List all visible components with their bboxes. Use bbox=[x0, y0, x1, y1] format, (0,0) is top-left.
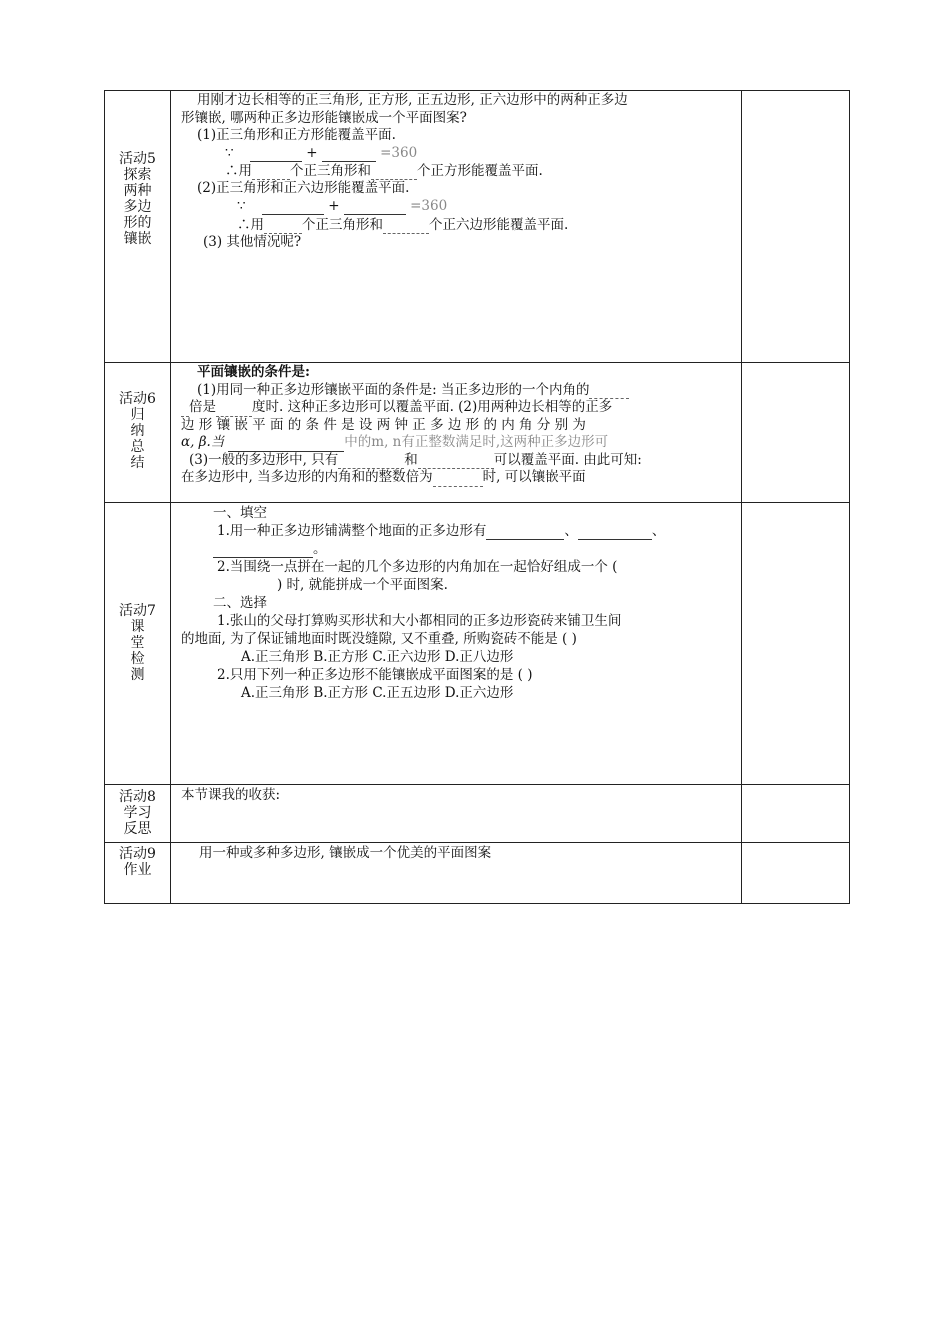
activity-6-label: 活动6 归 纳 总 结 bbox=[105, 363, 171, 502]
intro-line-2: 形镶嵌, 哪两种正多边形能镶嵌成一个平面图案? bbox=[181, 109, 467, 126]
angle-multiple-blank[interactable] bbox=[589, 387, 629, 399]
choice-heading: 二、选择 bbox=[213, 595, 267, 611]
activity-5-number: 活动5 bbox=[119, 151, 156, 167]
activity-5-notes bbox=[742, 91, 849, 362]
choice-question-1: 1.张山的父母打算购买形状和大小都相同的正多边形瓷砖来铺卫生间 bbox=[217, 613, 622, 629]
reflection-prompt: 本节课我的收获: bbox=[181, 787, 281, 803]
question-3: (3) 其他情况呢? bbox=[203, 234, 302, 250]
activity-9-content bbox=[171, 843, 742, 903]
intro-line-1: 用刚才边长相等的正三角形, 正方形, 正五边形, 正六边形中的两种正多边 bbox=[197, 92, 628, 108]
q1-square-count-blank[interactable] bbox=[371, 168, 417, 180]
q2-angle-blank-2[interactable] bbox=[344, 202, 406, 215]
q1-equation: ∵ + =360 bbox=[225, 144, 418, 161]
question-2: (2)正三角形和正六边形能覆盖平面. bbox=[197, 180, 410, 196]
choice-2-options: A.正三角形 B.正方形 C.正五边形 D.正六边形 bbox=[241, 685, 514, 701]
activity-5-label: 活动5 探索 两种 多边 形的 镶嵌 bbox=[105, 91, 171, 362]
choice-question-1-cont: 的地面, 为了保证铺地面时既没缝隙, 又不重叠, 所购瓷砖不能是 ( ) bbox=[181, 631, 577, 647]
activity-8-content bbox=[171, 785, 742, 842]
q1-angle-blank-2[interactable] bbox=[322, 149, 376, 162]
activity-9-label: 活动9 作业 bbox=[105, 843, 171, 903]
condition-2-line: 边 形 镶 嵌 平 面 的 条 件 是 设 两 钟 正 多 边 形 的 内 角 分 别 为 bbox=[181, 416, 586, 433]
choice-1-options: A.正三角形 B.正方形 C.正六边形 D.正八边形 bbox=[241, 649, 514, 665]
activity-6-number: 活动6 bbox=[119, 391, 156, 407]
polygon-type-blank-1[interactable] bbox=[338, 457, 404, 469]
homework-text: 用一种或多种多边形, 镶嵌成一个优美的平面图案 bbox=[199, 845, 492, 861]
activity-5-row bbox=[105, 91, 849, 363]
condition-3-line: (3)一般的多边形中, 只有 和 可以覆盖平面. 由此可知: bbox=[189, 451, 642, 468]
fill-question-2: 2.当围绕一点拼在一起的几个多边形的内角加在一起恰好组成一个 ( bbox=[217, 559, 618, 575]
activity-5-content bbox=[171, 91, 742, 362]
q2-equation: ∵ + =360 bbox=[237, 197, 448, 214]
activity-7-number: 活动7 bbox=[119, 603, 156, 619]
q1-conclusion: ∴用 个正三角形和 个正方形能覆盖平面. bbox=[225, 162, 543, 179]
condition-3-cont: 在多边形中, 当多边形的内角和的整数倍为 时, 可以镶嵌平面 bbox=[181, 469, 586, 485]
polygon-type-blank-2[interactable] bbox=[418, 457, 494, 469]
q2-triangle-count-blank[interactable] bbox=[264, 222, 302, 234]
equation-blank[interactable] bbox=[228, 439, 344, 452]
q1-triangle-count-blank[interactable] bbox=[252, 168, 290, 180]
activity-7-label: 活动7 课 堂 检 测 bbox=[105, 503, 171, 784]
angle-sum-blank[interactable] bbox=[433, 475, 483, 487]
q2-conclusion: ∴用 个正三角形和 个正六边形能覆盖平面. bbox=[237, 216, 569, 233]
activity-9-notes bbox=[742, 843, 849, 903]
polygon-answer-blank-2[interactable] bbox=[578, 527, 652, 540]
condition-1-cont: 倍是 度时. 这种正多边形可以覆盖平面. (2)用两种边长相等的正多 bbox=[181, 399, 737, 417]
activity-7-notes bbox=[742, 503, 849, 784]
lesson-table bbox=[104, 90, 850, 904]
q2-hexagon-count-blank[interactable] bbox=[383, 222, 429, 234]
activity-6-row bbox=[105, 363, 849, 503]
choice-question-2: 2.只用下列一种正多边形不能镶嵌成平面图案的是 ( ) bbox=[217, 667, 533, 683]
degree-blank[interactable] bbox=[216, 405, 252, 417]
activity-8-number: 活动8 bbox=[119, 789, 156, 805]
polygon-answer-blank-3[interactable] bbox=[213, 545, 313, 558]
activity-6-content bbox=[171, 363, 742, 502]
polygon-answer-blank-1[interactable] bbox=[486, 527, 564, 540]
conditions-heading: 平面镶嵌的条件是: bbox=[197, 364, 310, 380]
fill-in-heading: 一、填空 bbox=[213, 505, 267, 521]
activity-6-notes bbox=[742, 363, 849, 502]
activity-7-content bbox=[171, 503, 742, 784]
condition-1-line: (1)用同一种正多边形镶嵌平面的条件是: 当正多边形的一个内角的 bbox=[181, 382, 737, 400]
fill-question-1: 1.用一种正多边形铺满整个地面的正多边形有 、 、 bbox=[217, 523, 666, 539]
q2-angle-blank-1[interactable] bbox=[262, 202, 324, 215]
fill-question-2-cont: ) 时, 就能拼成一个平面图案. bbox=[277, 577, 448, 593]
condition-2-cont: α, β.当 中的m, n有正整数满足时,这两种正多边形可 bbox=[181, 434, 609, 450]
activity-8-label: 活动8 学习 反思 bbox=[105, 785, 171, 842]
activity-8-notes bbox=[742, 785, 849, 842]
activity-8-row bbox=[105, 785, 849, 843]
activity-7-row bbox=[105, 503, 849, 785]
activity-9-number: 活动9 bbox=[119, 846, 156, 862]
question-1: (1)正三角形和正方形能覆盖平面. bbox=[197, 127, 396, 143]
activity-9-row bbox=[105, 843, 849, 903]
q1-angle-blank-1[interactable] bbox=[250, 149, 302, 162]
fill-question-1-cont: 。 bbox=[181, 540, 737, 558]
